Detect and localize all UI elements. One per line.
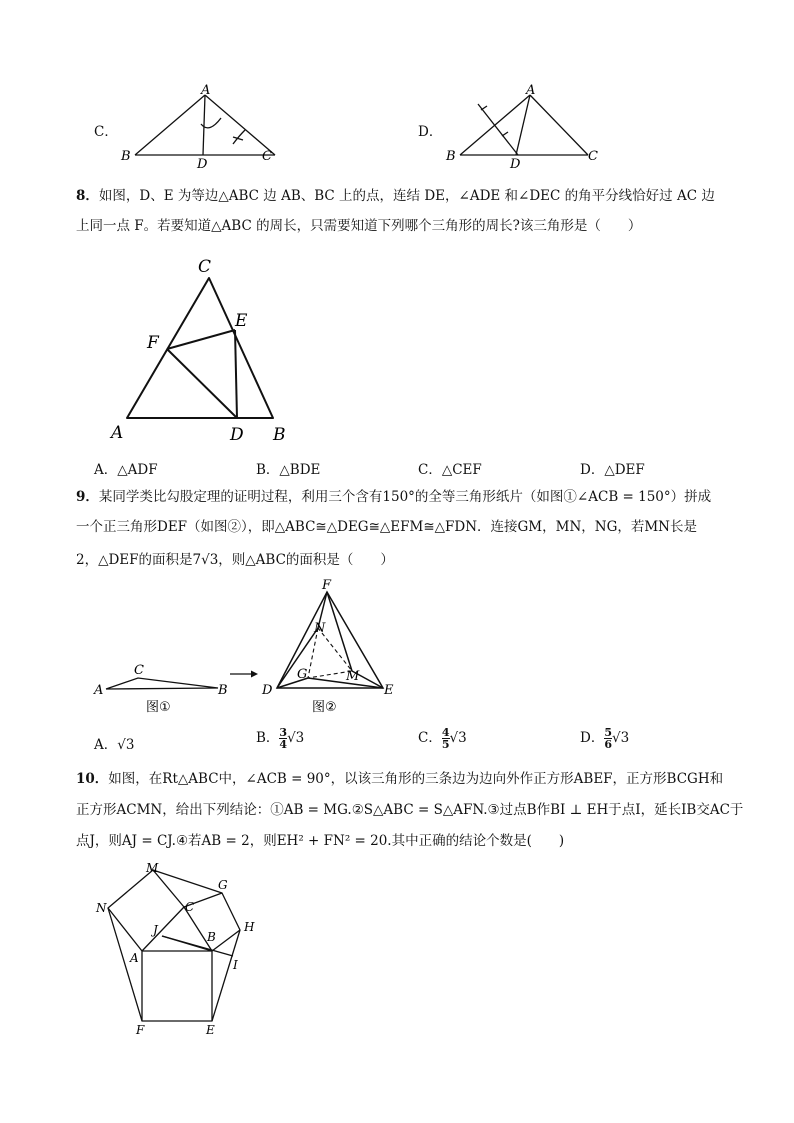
figure-caption: 图①: [146, 700, 171, 715]
question-10-line-1: [76, 764, 723, 794]
question-10-line-2: 正方形ACMN，给出下列结论：①AB = MG.②S△ABC = S△AFN.③过点B作BI ⊥ EH于点I，延长IB交AC于: [76, 802, 744, 818]
point-label: E: [384, 683, 394, 698]
point-label: F: [322, 578, 332, 593]
point-label: B: [207, 930, 216, 944]
figure-option-d: [440, 82, 610, 168]
point-label: I: [233, 958, 238, 972]
question-text: 某同学类比勾股定理的证明过程，利用三个含有150°的全等三角形纸片（如图①∠ACB = 150°）拼成: [98, 489, 712, 505]
point-label: A: [111, 423, 124, 443]
figure-question-9: [90, 578, 410, 718]
point-label: M: [346, 669, 360, 684]
q8-option-b: B．△BDE: [256, 462, 321, 478]
point-label: N: [96, 901, 107, 915]
question-number: 10．: [76, 771, 109, 787]
q8-option-a: A．△ADF: [94, 462, 158, 478]
point-label: N: [314, 621, 326, 636]
q9-option-a: A．√3: [94, 737, 135, 753]
point-label: B: [273, 425, 286, 445]
point-label: H: [244, 920, 255, 934]
point-label: C: [134, 663, 144, 678]
point-label: D: [230, 425, 244, 445]
question-number: 8．: [76, 188, 99, 204]
question-9-line-3: 2，△DEF的面积是7√3，则△ABC的面积是（ ）: [76, 552, 394, 568]
point-label: C: [262, 149, 272, 164]
point-label: A: [201, 83, 211, 98]
point-label: B: [446, 149, 456, 164]
figure-question-10: [90, 858, 270, 1040]
figure-caption: 图②: [312, 700, 337, 715]
figure-question-8: [105, 252, 305, 448]
point-label: B: [121, 149, 131, 164]
point-label: F: [147, 333, 159, 353]
q9-option-b: B． $\frac{3}{4}$ √3: [256, 726, 305, 751]
option-d-label: D．: [418, 124, 443, 140]
option-c-label: C．: [94, 124, 118, 140]
point-label: E: [235, 311, 248, 331]
point-label: A: [94, 683, 104, 698]
q8-option-d: D．△DEF: [580, 462, 645, 478]
q8-option-c: C．△CEF: [418, 462, 482, 478]
q9-option-d: D． $\frac{5}{6}$ √3: [580, 726, 630, 751]
point-label: G: [218, 878, 228, 892]
question-number: 9．: [76, 489, 99, 505]
point-label: B: [218, 683, 228, 698]
point-label: F: [136, 1023, 145, 1037]
point-label: M: [146, 861, 159, 875]
question-9-line-1: [76, 482, 711, 512]
figure-option-c: [115, 82, 285, 168]
question-text: 如图，D、E 为等边△ABC 边 AB、BC 上的点，连结 DE，∠ADE 和∠DEC 的角平分线恰好过 AC 边: [98, 188, 715, 204]
question-10-line-3: 点J，则AJ = CJ.④若AB = 2，则EH² + FN² = 20.其中正确的结论个数是( ): [76, 833, 565, 849]
point-label: C: [198, 257, 212, 277]
point-label: C: [185, 900, 195, 914]
point-label: C: [588, 149, 598, 164]
question-text: 如图，在Rt△ABC中，∠ACB = 90°，以该三角形的三条边为边向外作正方形ABEF，正方形BCGH和: [108, 771, 724, 787]
question-8-line-1: [76, 181, 715, 211]
point-label: A: [526, 83, 536, 98]
point-label: E: [206, 1023, 215, 1037]
point-label: D: [197, 157, 208, 168]
point-label: A: [130, 951, 139, 965]
q9-option-c: C． $\frac{4}{5}$ √3: [418, 726, 467, 751]
point-label: D: [262, 683, 273, 698]
point-label: J: [153, 923, 158, 937]
point-label: D: [510, 157, 521, 168]
question-9-line-2: 一个正三角形DEF（如图②），即△ABC≅△DEG≅△EFM≅△FDN．连接GM，MN，NG，若MN长是: [76, 519, 697, 535]
question-8-line-2: 上同一点 F。若要知道△ABC 的周长，只需要知道下列哪个三角形的周长?该三角形是（ ）: [76, 218, 642, 234]
point-label: G: [297, 667, 308, 682]
